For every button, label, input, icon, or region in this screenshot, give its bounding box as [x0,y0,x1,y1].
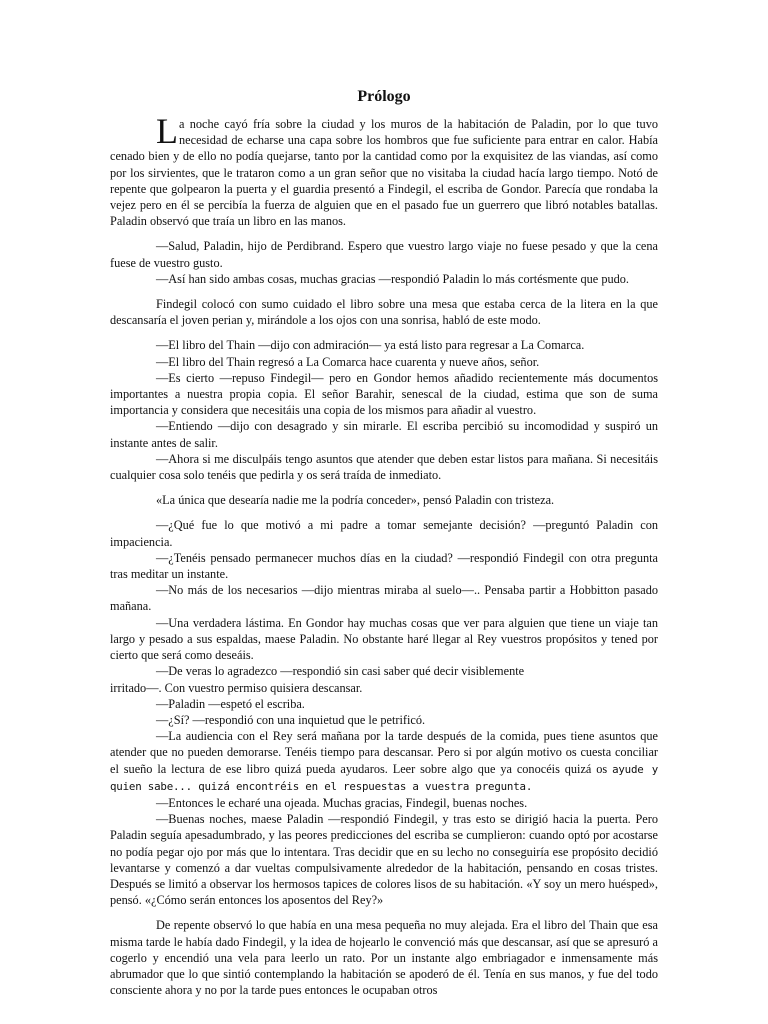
paragraph-opening [110,111,658,229]
dialogue-paragraph: —El libro del Thain regresó a La Comarca hace cuarenta y nueve años, señor. [156,354,540,369]
dialogue-continuation: irritado—. Con vuestro permiso quisiera descansar. [110,680,363,695]
paragraph-gap [110,908,658,917]
paragraph-gap [110,229,658,238]
dialogue-paragraph: —Entonces le echaré una ojeada. Muchas gracias, Findegil, buenas noches. [156,795,528,810]
dialogue-paragraph: —Así han sido ambas cosas, muchas gracias —respondió Paladin lo más cortésmente que pudo. [156,271,629,286]
dialogue-paragraph: —Entiendo —dijo con desagrado y sin mirarle. El escriba percibió su incomodidad y suspiró un instante antes de salir. [110,419,658,450]
dialogue-paragraph: —¿Qué fue lo que motivó a mi padre a tomar semejante decisión? —preguntó Paladin con impaciencia. [110,518,658,549]
dialogue-paragraph: —Paladin —espetó el escriba. [156,696,305,711]
dialogue-paragraph: —Buenas noches, maese Paladin —respondió Findegil, y tras esto se dirigió hacia la puerta. Pero Paladin seguía apesadumbrado, y las peores predicciones del escriba se cumplieron: cuando optó por acostarse no podía pegar ojo por más que lo intentara. Tras decidir que en su lecho no conseguiría ese propósito decidió levantarse y comenzó a dar vueltas compulsivamente alrededor de la habitación, pensando en cosas tristes. Después se limitó a observar los hermosos tapices de colores lisos de su habitación. «Y soy un mero huésped», pensó. «¿Cómo serán entonces los aposentos del Rey?» [110,812,658,908]
paragraph-gap [110,508,658,517]
dialogue-paragraph: —Una verdadera lástima. En Gondor hay muchas cosas que ver para alguien que tiene un viaje tan largo y pesado a sus espaldas, maese Paladin. No obstante haré llegar al Rey vuestros propósitos y tened por cierto que será como deseáis. [110,615,658,663]
dialogue-paragraph: —Ahora si me disculpáis tengo asuntos que atender que deben estar listos para mañana. Si necesitáis cualquier cosa solo tenéis que pedirla y os será traída de inmediato. [110,451,658,483]
dialogue-paragraph [110,728,658,795]
dialogue-paragraph: —De veras lo agradezco —respondió sin casi saber qué decir visiblemente [156,664,525,679]
dialogue-paragraph: —¿Tenéis pensado permanecer muchos días en la ciudad? —respondió Findegil con otra pregunta tras meditar un instante. [110,550,658,582]
handwritten-line: ayude y quien sabe... quizá encontréis en el respuestas a vuestra pregunta. [110,762,658,793]
narrative-paragraph: De repente observó lo que había en una mesa pequeña no muy alejada. Era el libro del Thain que esa misma tarde le había dado Findegil, y la idea de hojearlo le convenció más que descansar, así que se apresuró a cogerlo y encendió una vela para leerlo un rato. Por un instante algo embriagador e inmensamente más abrumador que lo que sintió contemplando la habitación se apoderó de él. Tenía en sus manos, y fue del todo consciente ahora y no por la tarde pues entonces le ocupaban otros [110,918,658,998]
thought-paragraph: «La única que desearía nadie me la podría conceder», pensó Paladin con tristeza. [156,493,555,508]
dialogue-paragraph: —No más de los necesarios —dijo mientras miraba al suelo—.. Pensaba partir a Hobbitton pasado mañana. [110,583,658,614]
dialogue-paragraph: —Es cierto —repuso Findegil— pero en Gondor hemos añadido recientemente más documentos importantes a nuestra propia copia. El señor Barahir, senescal de la ciudad, estima que son de suma importancia y considera que necesitáis una copia de los mismos para añadir al vuestro. [110,370,658,418]
document-body [110,111,658,998]
dialogue-paragraph: —Salud, Paladin, hijo de Perdibrand. Espero que vuestro largo viaje no fuese pesado y que la cena fuese de vuestro gusto. [110,239,658,270]
paragraph-gap [110,483,658,492]
drop-cap: L [156,111,178,151]
paragraph-gap [110,328,658,337]
page-title: Prólogo [357,88,411,105]
narrative-paragraph: Findegil colocó con sumo cuidado el libro sobre una mesa que estaba cerca de la litera en la que descansaría el joven perian y, mirándole a los ojos con una sonrisa, habló de este modo. [110,297,658,328]
dialogue-paragraph: —El libro del Thain —dijo con admiración— ya está listo para regresar a La Comarca. [156,338,585,353]
paragraph-gap [110,287,658,296]
paragraph-text: —La audiencia con el Rey será mañana por la tarde después de la comida, pues tiene asuntos que atender que no pueden demorarse. Tenéis tiempo para descansar. Pero si por algún motivo os cuesta conciliar el sueño la lectura de ese libro quizá pueda ayudaros. Leer sobre algo que ya conocéis quizá os [110,729,658,776]
dialogue-paragraph: —¿Sí? —respondió con una inquietud que le petrificó. [156,712,426,727]
paragraph-text: a noche cayó fría sobre la ciudad y los muros de la habitación de Paladin, por lo que tuvo necesidad de echarse una capa sobre los hombros que fue suficiente para entrar en calor. Había cenado bien y de ello no podía quejarse, tanto por la cantidad como por la exquisitez de las viandas, así como por los sirvientes, que le trataron como a un gran señor que no visitaba la ciudad hacía largo tiempo. Notó de repente que golpearon la puerta y el guardia presentó a Findegil, el escriba de Gondor. Parecía que rondaba la vejez pero en él se percibía la fuerza de alguien que en el pasado fue un guerrero que libró notables batallas. Paladin observó que traía un libro en las manos. [110,117,658,229]
